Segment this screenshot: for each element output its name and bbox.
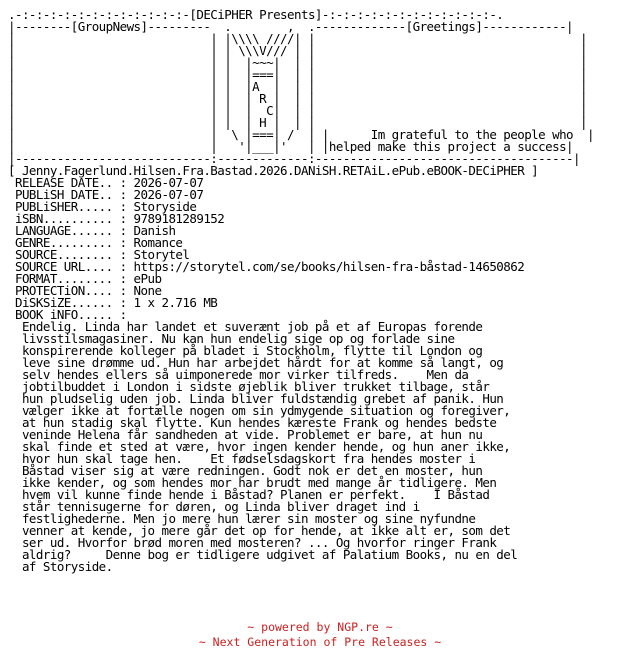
nfo-text: .-:-:-:-:-:-:-:-:-:-:-:-:-[DECiPHER Presents]-:-:-:-:-:-:-:-:-:-:-:-:-. |--------[GroupNews]--------- . , .-------------[Greetings]------------| | | |\\\\ ////| | | | | | \\\V/// | | | | | | |~~~| | | | | | | |===| | | | | | | |A | | | | | | | | R | | | | | | | | C| | | | | | | | H | | | | | | \ |===| / | | Im grateful to the people who | | | '|___|' | |helped make this project a success| |----------------------------:-------------:-------------------------------------| [ Jenny.Fagerlund.Hilsen.Fra.Bastad.2026.DANiSH.RETAiL.ePub.eBOOK-DECiPHER ] RELEASE DATE.. : 2026-07-07 PUBLiSH DATE.. : 2026-07-07 PUBLiSHER..... : Storyside iSBN.......... : 9789181289152 LANGUAGE...... : Danish GENRE......... : Romance SOURCE........ : Storytel SOURCE URL.... : https://storytel.com/se/books/hilsen-fra-båstad-14650862 FORMAT........ : ePub PROTECTiON.... : None DiSKSiZE...... : 1 x 2.716 MB BOOK iNFO..... : Endelig. Linda har landet et suverænt job på et af Europas forende livsstilsmagasiner. Nu kan hun endelig sige op og forlade sine konspirerende kolleger på bladet i Stockholm, flytte til London og leve sine drømme ud. Hun har arbejdet hårdt for at komme så langt, og selv hendes ellers så uimponerede mor virker tilfreds. Men da jobtilbuddet i London i sidste øjeblik bliver trukket tilbage, står hun pludselig uden job. Linda bliver fuldstændig grebet af panik. Hun vælger ikke at fortælle nogen om sin ydmygende situation og foregiver, at hun stadig skal flytte. Kun hendes kæreste Frank og hendes bedste veninde Helena får sandheden at vide. Problemet er bare, at hun nu skal finde et sted at være, hvor ingen kender hende, og hun aner ikke, hvor hun skal tage hen. Et fødselsdagskort fra hendes moster i Båstad viser sig at være redningen. Godt nok er det en moster, hun ikke kender, og som hendes mor har brudt med mange år tidligere. Men hvem vil kunne finde hende i Båstad? Planen er perfekt. I Båstad står tennisugerne for døren, og Linda bliver draget ind i festlighederne. Men jo mere hun lærer sin moster og sine nyfundne venner at kende, jo mere går det op for hende, at ikke alt er, som det ser ud. Hvorfor brød moren med mosteren? ... Og hvorfor ringer Frank aldrig? Denne bog er tidligere udgivet af Palatium Books, nu en del af Storyside.: [8, 7, 594, 574]
footer-tagline: ~ Next Generation of Pre Releases ~: [198, 635, 442, 649]
footer-powered-by: ~ powered by NGP.re ~: [247, 620, 393, 634]
